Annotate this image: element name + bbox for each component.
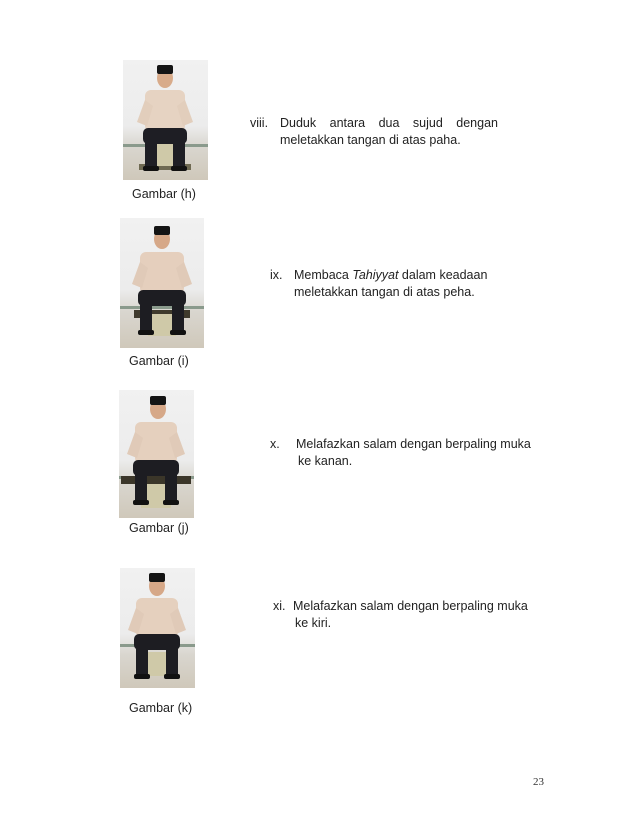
step-number: ix. xyxy=(270,268,283,282)
step-number: viii. xyxy=(250,116,269,130)
figure-j-photo xyxy=(119,390,194,518)
step-xi xyxy=(273,598,528,632)
figure-k-photo xyxy=(120,568,195,688)
figure-h-photo xyxy=(123,60,208,180)
step-text-line-1: Melafazkan salam dengan berpaling muka xyxy=(293,599,528,613)
figure-k-caption: Gambar (k) xyxy=(129,701,193,715)
seated-man-illustration xyxy=(119,390,194,518)
page-number: 23 xyxy=(533,776,544,788)
figure-h-caption: Gambar (h) xyxy=(132,187,196,201)
figure-i-caption: Gambar (i) xyxy=(129,354,189,368)
step-ix xyxy=(270,267,487,301)
step-number: xi. xyxy=(273,599,286,613)
seated-man-illustration xyxy=(120,568,195,688)
step-text-line-1: Melafazkan salam dengan berpaling muka xyxy=(296,437,531,451)
tahiyyat-term: Tahiyyat xyxy=(352,268,399,282)
step-text-line-2: ke kiri. xyxy=(295,616,332,630)
figure-j-caption: Gambar (j) xyxy=(129,521,189,535)
step-text-line-2: meletakkan tangan di atas peha. xyxy=(294,285,475,299)
seated-man-illustration xyxy=(120,218,204,348)
step-text-line-2: ke kanan. xyxy=(298,454,353,468)
step-x xyxy=(270,436,531,470)
step-text-line-1: Membaca Tahiyyat dalam keadaan xyxy=(294,268,488,282)
step-text-line-2: meletakkan tangan di atas paha. xyxy=(280,133,461,147)
step-viii xyxy=(250,115,498,149)
step-number: x. xyxy=(270,437,280,451)
figure-i-photo xyxy=(120,218,204,348)
step-text-line-1: Duduk antara dua sujud dengan xyxy=(280,116,498,130)
seated-man-illustration xyxy=(123,60,208,180)
